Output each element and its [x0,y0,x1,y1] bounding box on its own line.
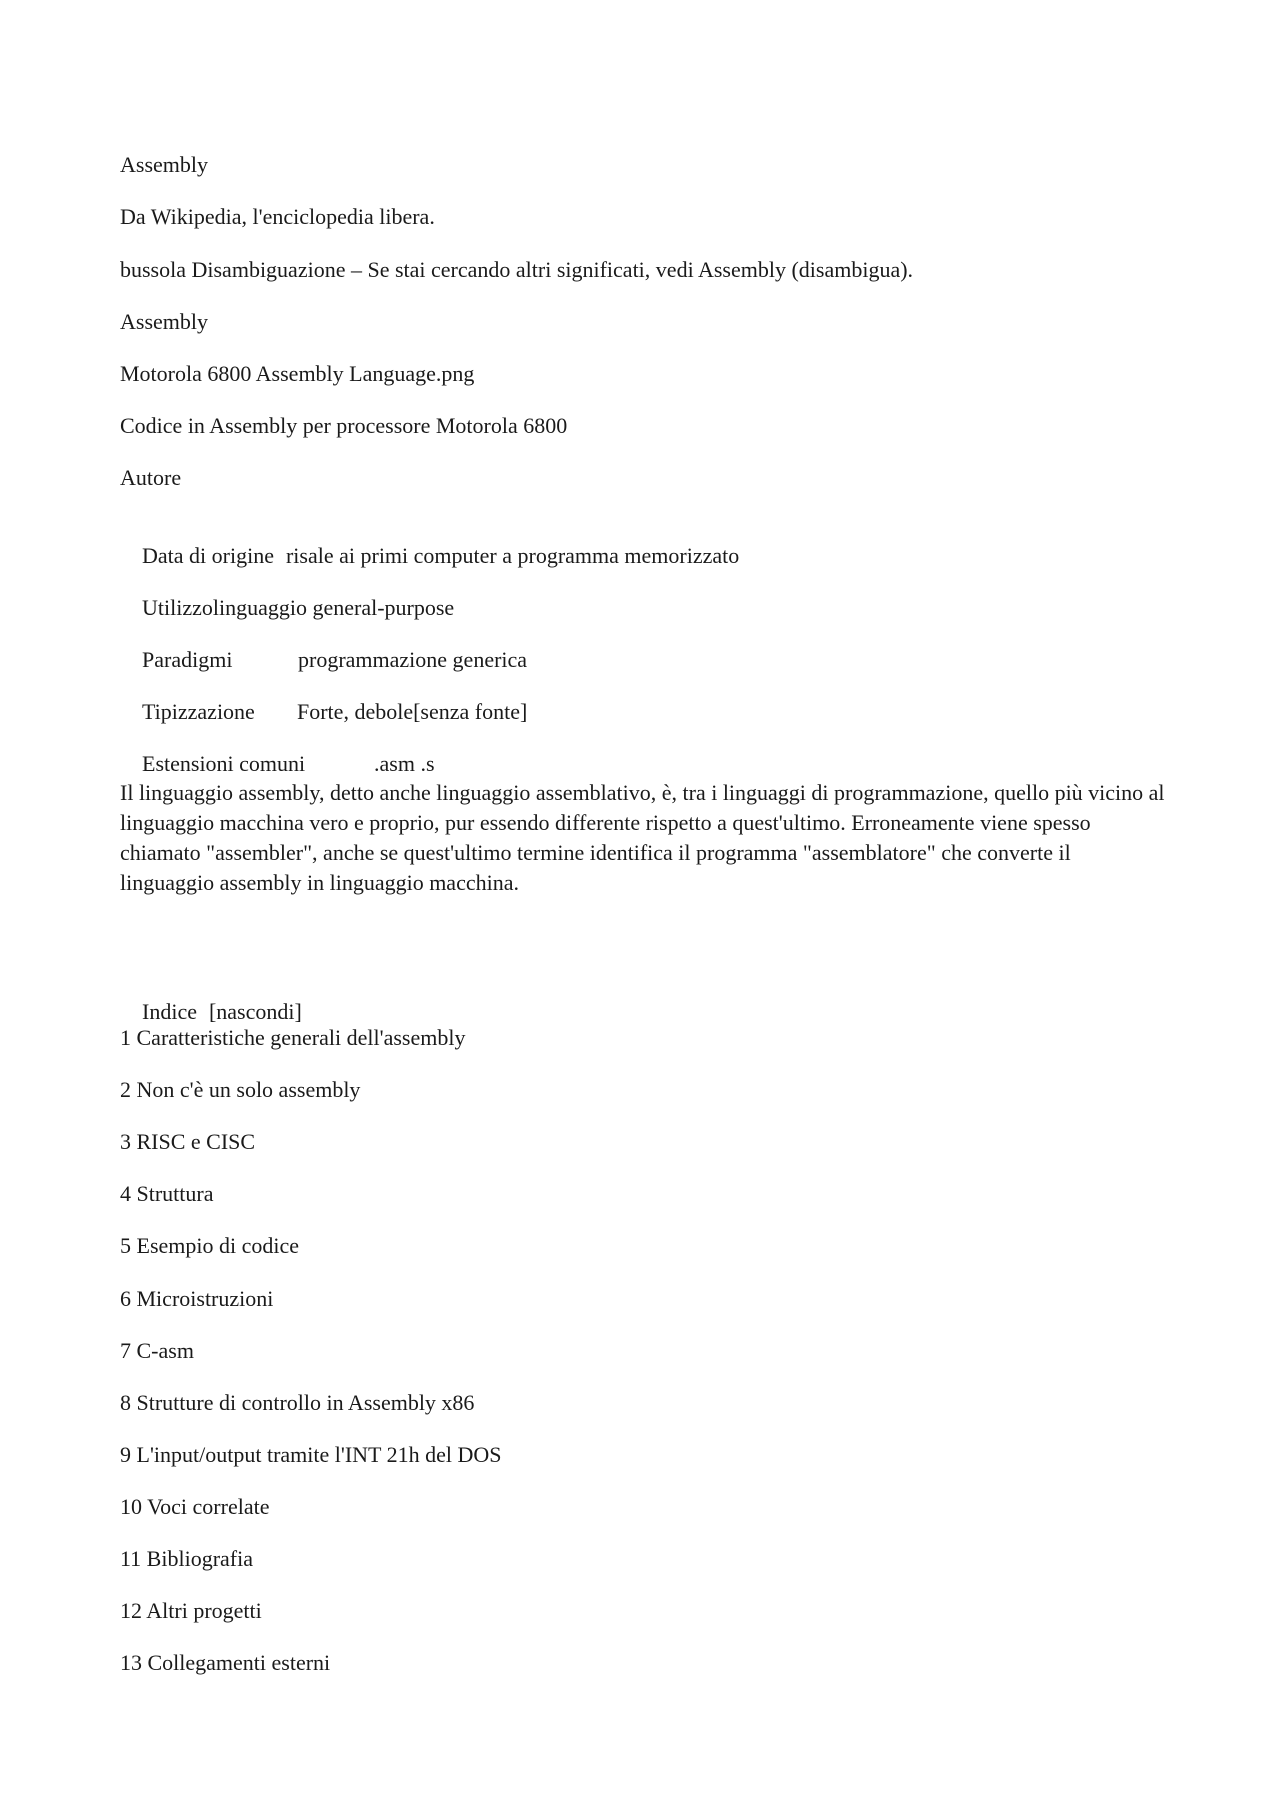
infobox-typing-value: Forte, debole[senza fonte] [297,699,528,724]
toc-item-9[interactable]: 9 L'input/output tramite l'INT 21h del DOS [120,1442,502,1467]
toc-item-4[interactable]: 4 Struttura [120,1181,214,1206]
toc-item-3[interactable]: 3 RISC e CISC [120,1129,256,1154]
intro-paragraph: Il linguaggio assembly, detto anche linguaggio assemblativo, è, tra i linguaggi di programmazione, quello più vicino al linguaggio macchina vero e proprio, pur essendo differente rispetto a quest'ultimo. Erroneamente viene spesso chiamato "assembler", anche se quest'ultimo termine identifica il programma "assemblatore" che converte il linguaggio assembly in linguaggio macchina. [120,780,1165,895]
infobox-image-file: Motorola 6800 Assembly Language.png [120,361,475,386]
page-title: Assembly [120,152,208,177]
toc-item-6[interactable]: 6 Microistruzioni [120,1286,274,1311]
toc-item-8[interactable]: 8 Strutture di controllo in Assembly x86 [120,1390,475,1415]
toc-title: Indice [142,999,197,1024]
page-subtitle: Da Wikipedia, l'enciclopedia libera. [120,204,435,229]
infobox-usage-value: linguaggio general-purpose [212,595,455,620]
infobox-name: Assembly [120,309,208,334]
toc-item-2[interactable]: 2 Non c'è un solo assembly [120,1077,361,1102]
infobox-origin-value: risale ai primi computer a programma memorizzato [285,543,740,568]
infobox-paradigms-label: Paradigmi [142,647,233,672]
toc-item-1[interactable]: 1 Caratteristiche generali dell'assembly [120,1025,466,1050]
infobox-typing-label: Tipizzazione [142,699,255,724]
toc-toggle-link[interactable]: [nascondi] [208,999,302,1024]
infobox-origin-label: Data di origine [142,543,274,568]
toc-item-11[interactable]: 11 Bibliografia [120,1546,253,1571]
toc-item-12[interactable]: 12 Altri progetti [120,1598,262,1623]
infobox-author-label: Autore [120,465,182,490]
toc-item-7[interactable]: 7 C-asm [120,1338,194,1363]
infobox-paradigms-value: programmazione generica [298,647,528,672]
infobox-extensions-label: Estensioni comuni [142,751,306,776]
disambiguation-note: bussola Disambiguazione – Se stai cercando altri significati, vedi Assembly (disambigua). [120,257,914,282]
infobox-image-caption: Codice in Assembly per processore Motorola 6800 [120,413,568,438]
toc-item-5[interactable]: 5 Esempio di codice [120,1233,300,1258]
infobox-extensions-value: .asm .s [374,751,435,776]
infobox-usage-label: Utilizzo [142,595,213,620]
toc-item-13[interactable]: 13 Collegamenti esterni [120,1650,331,1675]
toc-item-10[interactable]: 10 Voci correlate [120,1494,270,1519]
